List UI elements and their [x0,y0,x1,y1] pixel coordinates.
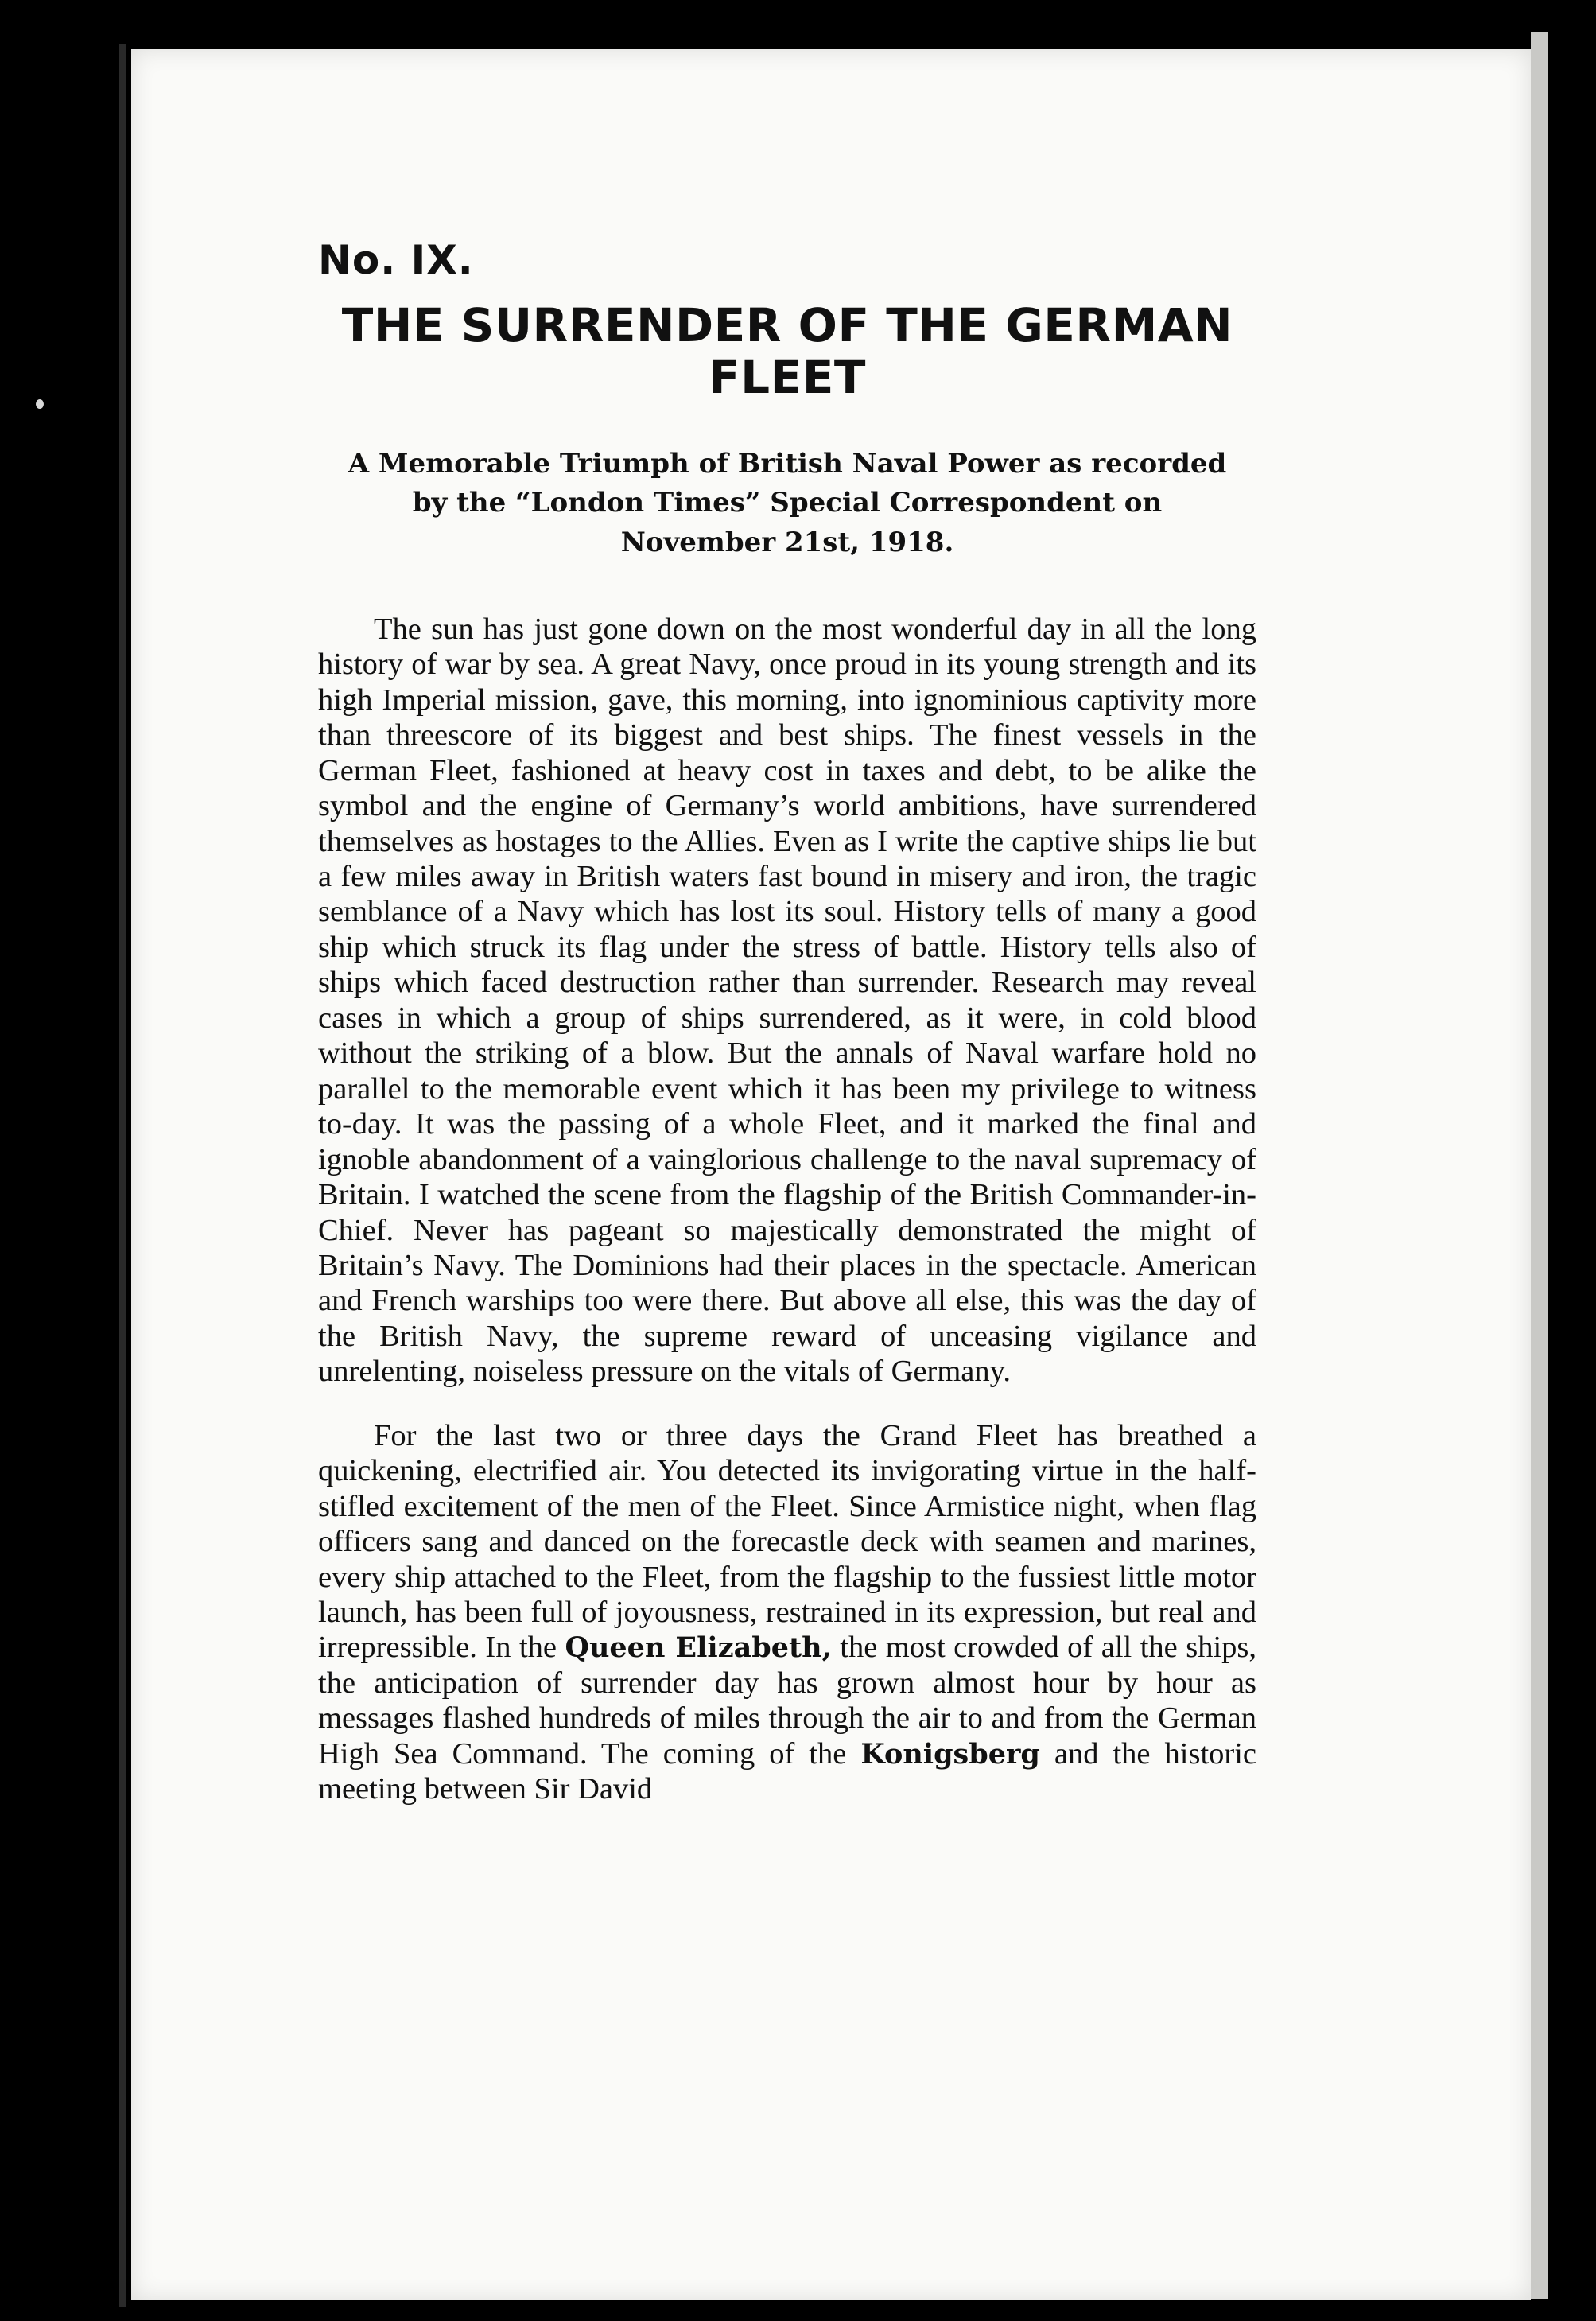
document-title: THE SURRENDER OF THE GERMAN FLEET [341,298,1233,404]
paragraph-2-text-c: and the historic meeting between Sir David [318,1736,1256,1806]
article [318,239,1256,1836]
paragraph-2-text-a: For the last two or three days the Grand Fleet has breathed a quickening, electrified air. You detected its invigorating virtue in the half-stifled excitement of the men of the Fleet. Since Armistice night, when flag officers sang and danced on the forecastle deck with seamen and marines, every ship attached to the Fleet, from the flagship to the fussiest little motor launch, has been full of joyousness, restrained in its expression, but real and irrepressible. In the [318,1418,1256,1665]
binding-edge [119,44,126,2307]
paragraph-1 [318,612,1256,1390]
document-number: No. IX. [318,237,474,283]
document-subtitle: A Memorable Triumph of British Naval Power as recorded by the “London Times” Special Correspondent on November 21st, 1918. [348,447,1227,558]
page-right-edge [1531,32,1548,2299]
paragraph-1-text: The sun has just gone down on the most wonderful day in all the long history of war by sea. A great Navy, once proud in its young strength and its high Imperial mission, gave, this morning, into ignominious captivity more than threescore of its biggest and best ships. The finest vessels in the German Fleet, fashioned at heavy cost in taxes and debt, to be alike the symbol and the engine of Germany’s world ambitions, have surrendered themselves as hostages to the Allies. Even as I write the captive ships lie but a few miles away in British waters fast bound in misery and iron, the tragic semblance of a Navy which has lost its soul. History tells of many a good ship which struck its flag under the stress of battle. History tells also of ships which faced destruction rather than surrender. Research may reveal cases in which a group of ships surrendered, as it were, in cold blood without the striking of a blow. But the annals of Naval warfare hold no parallel to the memorable event which it has been my privilege to witness to-day. It was the passing of a whole Fleet, and it marked the final and ignoble abandonment of a vainglorious challenge to the naval supremacy of Britain. I watched the scene from the flagship of the British Commander-in-Chief. Never has pageant so majestically demonstrated the might of Britain’s Navy. The Dominions had their places in the spectacle. American and French warships too were there. But above all else, this was the day of the British Navy, the supreme reward of unceasing vigilance and unrelenting, noiseless pressure on the vitals of Germany. [318,612,1256,1389]
ship-name-queen-elizabeth: Queen Elizabeth, [565,1631,832,1665]
article-body [318,612,1256,1807]
ship-name-konigsberg: Konigsberg [860,1737,1040,1771]
scan-speck [36,399,44,409]
paragraph-2 [318,1418,1256,1807]
paragraph-2-text-b: the most crowded of all the ships, the anticipation of surrender day has grown almost hour by hour as messages flashed hundreds of miles through the air to and from the German High Sea Command. The coming of the [318,1631,1257,1771]
